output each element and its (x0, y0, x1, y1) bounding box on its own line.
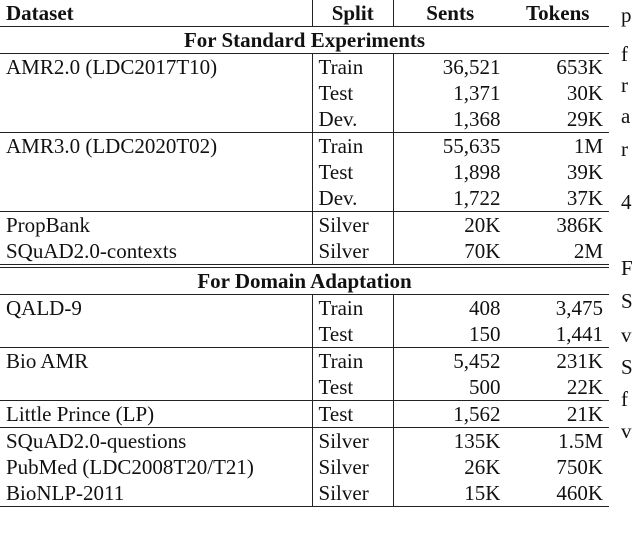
cell-sents: 15K (393, 480, 506, 507)
cell-tokens: 2M (573, 239, 603, 263)
table-row (0, 54, 609, 81)
table-row (0, 454, 609, 480)
table-row (0, 480, 609, 507)
cell-split: Test (312, 401, 393, 428)
cell-sents: 36,521 (442, 55, 501, 79)
side-text-line: F (621, 256, 633, 280)
cell-dataset: Little Prince (LP) (0, 401, 312, 428)
cell-split: Dev. (312, 106, 393, 133)
cell-tokens: 37K (566, 186, 603, 210)
cell-sents: 500 (468, 375, 501, 399)
header-split: Split (312, 0, 393, 27)
table-row (0, 106, 609, 133)
cell-dataset: PubMed (LDC2008T20/T21) (6, 455, 254, 479)
cell-dataset: SQuAD2.0-questions (0, 428, 312, 455)
cell-sents: 20K (393, 212, 506, 239)
cell-dataset: Bio AMR (0, 348, 312, 375)
table-row (0, 133, 609, 160)
cell-tokens: 1M (506, 133, 609, 160)
cell-split: Dev. (312, 185, 393, 212)
cell-split: Train (312, 54, 393, 81)
cell-tokens: 386K (506, 212, 609, 239)
cell-split: Test (312, 159, 393, 185)
cell-tokens: 30K (566, 81, 603, 105)
cell-tokens: 1.5M (506, 428, 609, 455)
cell-dataset (0, 106, 312, 133)
cell-split: Train (312, 133, 393, 160)
cell-dataset (0, 321, 312, 348)
cell-tokens: 750K (556, 455, 603, 479)
cell-dataset (0, 374, 312, 401)
table-row (0, 185, 609, 212)
cell-split: Test (312, 321, 393, 348)
table-row (0, 212, 609, 239)
cell-split: Silver (312, 238, 393, 266)
cell-tokens: 22K (566, 375, 603, 399)
cell-split: Silver (312, 428, 393, 455)
side-text-line: 4 (621, 190, 632, 214)
cell-sents: 70K (464, 239, 501, 263)
cell-dataset: SQuAD2.0-contexts (6, 239, 177, 263)
cell-dataset: AMR3.0 (LDC2020T02) (0, 133, 312, 160)
table-row (0, 321, 609, 348)
side-text-line: f (621, 42, 628, 66)
table-header-row (0, 0, 609, 27)
cell-split: Silver (312, 454, 393, 480)
cell-sents: 55,635 (393, 133, 506, 160)
cell-tokens: 231K (506, 348, 609, 375)
cell-tokens: 21K (506, 401, 609, 428)
cell-dataset (0, 80, 312, 106)
side-text-line: a (621, 104, 631, 128)
cell-split: Train (312, 348, 393, 375)
side-text-line: r (621, 137, 628, 161)
section-domain-row (0, 266, 609, 295)
cell-dataset: PropBank (0, 212, 312, 239)
table-row (0, 295, 609, 322)
cell-sents: 1,562 (393, 401, 506, 428)
side-text-line: r (621, 73, 628, 97)
table-row (0, 80, 609, 106)
cell-tokens: 39K (566, 160, 603, 184)
cell-split: Train (312, 295, 393, 322)
cell-tokens: 3,475 (555, 296, 603, 320)
cell-sents: 135K (393, 428, 506, 455)
cell-tokens: 653K (556, 55, 603, 79)
cell-split: Test (312, 374, 393, 401)
cell-dataset (0, 159, 312, 185)
section-standard-row (0, 27, 609, 54)
side-text-line: p (621, 3, 632, 27)
cell-tokens: 460K (506, 480, 609, 507)
cell-sents: 26K (464, 455, 501, 479)
table-row (0, 159, 609, 185)
side-text-line: S (621, 289, 633, 313)
header-sents: Sents (393, 0, 506, 27)
cell-sents: 1,371 (453, 81, 501, 105)
table-row (0, 428, 609, 455)
cell-sents: 1,898 (453, 160, 501, 184)
side-text-line: S (621, 355, 633, 379)
section-standard-title: For Standard Experiments (0, 27, 609, 54)
cell-split: Test (312, 80, 393, 106)
cell-split: Silver (312, 212, 393, 239)
side-text-line: v (621, 323, 632, 347)
cell-sents: 1,368 (453, 107, 501, 131)
table-row (0, 348, 609, 375)
header-dataset: Dataset (0, 0, 312, 27)
table-row (0, 374, 609, 401)
side-text-line: v (621, 419, 632, 443)
cell-tokens: 29K (566, 107, 603, 131)
table-row (0, 401, 609, 428)
cell-dataset: QALD-9 (6, 296, 82, 320)
cell-dataset: BioNLP-2011 (0, 480, 312, 507)
cell-dataset (0, 185, 312, 212)
side-text-line: f (621, 387, 628, 411)
header-tokens: Tokens (506, 0, 609, 27)
cell-sents: 1,722 (453, 186, 501, 210)
cell-sents: 150 (468, 322, 501, 346)
section-domain-title: For Domain Adaptation (0, 266, 609, 295)
cell-split: Silver (312, 480, 393, 507)
cell-tokens: 1,441 (555, 322, 603, 346)
cell-sents: 5,452 (393, 348, 506, 375)
table-row (0, 238, 609, 266)
cell-dataset: AMR2.0 (LDC2017T10) (6, 55, 218, 79)
cell-sents: 408 (468, 296, 501, 320)
